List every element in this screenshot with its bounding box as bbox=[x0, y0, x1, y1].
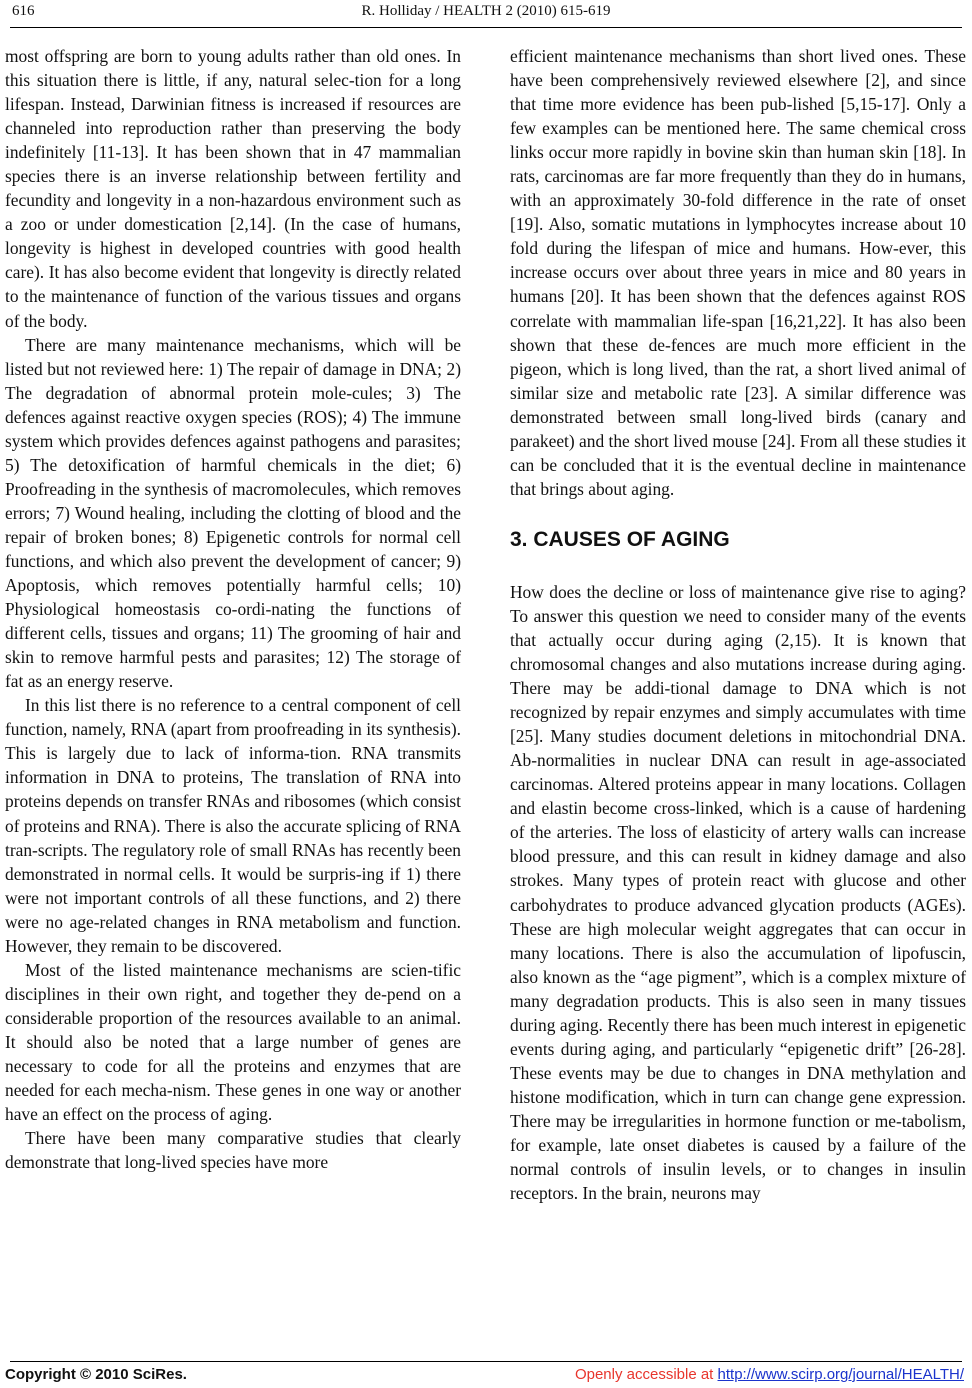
paragraph: How does the decline or loss of maintenance give rise to aging? To answer this question we need to consider many of the events that actually occur during aging (2,15). It is known that chromosomal changes and also mutations increase during aging. There may be addi-tional damage to DNA which is not recognized by repair enzymes and simply accumulates with time [25]. Many studies document deletions in mitochondrial DNA. Ab-normalities in nuclear DNA can result in age-associated carcinomas. Altered proteins appear in many locations. Collagen and elastin become cross-linked, which is a cause of hardening of the arteries. The loss of elasticity of artery walls can increase blood pressure, and this can result in kidney damage and also strokes. Many types of protein react with glucose and other carbohydrates to produce advanced glycation products (AGEs). These are high molecular weight aggregates that can occur in many locations. There is also the accumulation of lipofuscin, also known as the “age pigment”, which is a complex mixture of many degradation products. This is also seen in many tissues during aging. Recently there has been much interest in epigenetic events during aging, and particularly “epigenetic drift” [26-28]. These events may be due to changes in DNA methylation and histone modification, which in turn can change gene expression. There may be irregularities in hormone function or me-tabolism, for example, late onset diabetes is caused by a failure of the normal controls of insulin levels, or to changes in insulin receptors. In the brain, neurons may bbox=[510, 581, 966, 1204]
running-head: R. Holliday / HEALTH 2 (2010) 615-619 bbox=[361, 3, 611, 19]
footer-rule bbox=[10, 1361, 962, 1362]
journal-url-link[interactable]: http://www.scirp.org/journal/HEALTH/ bbox=[717, 1366, 964, 1383]
right-column bbox=[510, 44, 966, 1205]
paragraph: efficient maintenance mechanisms than short lived ones. These have been comprehensively reviewed elsewhere [2], and since that time more evidence has been pub-lished [5,15-17]. Only a few examples can be mentioned here. The same chemical cross links occur more rapidly in bovine skin than human skin [18]. In rats, carcinomas are far more frequently than they do in humans, with an approximately 30-fold difference in the rate of onset [19]. Also, somatic mutations in lymphocytes increase about 10 fold during the lifespan of mice and humans. How-ever, this increase occurs over about three years in mice and 80 years in humans [20]. It has been shown that the defences against ROS correlate with mammalian life-span [16,21,22]. It has also been shown that these de-fences are much more efficient in the pigeon, which is long lived, than the rat, a short lived animal of similar size and metabolic rate [23]. A similar difference was demonstrated between small long-lived birds (canary and parakeet) and the short lived mouse [24]. From all these studies it can be concluded that it is the eventual decline in maintenance that brings about aging. bbox=[510, 46, 966, 499]
section-heading: 3. CAUSES OF AGING bbox=[510, 527, 730, 551]
paragraph: There have been many comparative studies that clearly demonstrate that long-lived species have more bbox=[5, 1128, 461, 1173]
paragraph: most offspring are born to young adults rather than old ones. In this situation there is little, if any, natural selec-tion for a long lifespan. Instead, Darwinian fitness is increased if resources are channeled into reproduction rather than preserving the body indefinitely [11-13]. It has been shown that in 47 mammalian species there is an inverse relationship between fertility and fecundity and longevity in a non-hazardous environment such as a zoo or under domestication [2,14]. (In the case of humans, longevity is highest in developed countries with good health care). It has also become evident that longevity is directly related to the maintenance of function of the various tissues and organs of the body. bbox=[5, 46, 461, 331]
open-access-notice bbox=[575, 1366, 964, 1383]
open-access-label: Openly accessible at bbox=[574, 1366, 718, 1383]
left-column bbox=[5, 44, 461, 1174]
header-rule bbox=[10, 27, 962, 28]
paragraph: In this list there is no reference to a central component of cell function, namely, RNA (apart from proofreading in its synthesis). This is largely due to lack of informa-tion. RNA transmits information in DNA to proteins, The translation of RNA into proteins depends on transfer RNAs and ribosomes (which consist of proteins and RNA). There is also the accurate splicing of RNA tran-scripts. The regulatory role of small RNAs has recently been demonstrated in normal cells. It would be surpris-ing if 1) there were not important controls of all these functions, and 2) there were no age-related changes in RNA metabolism and function. However, they remain to be discovered. bbox=[5, 695, 461, 956]
page-number: 616 bbox=[12, 3, 35, 19]
paragraph: Most of the listed maintenance mechanisms are scien-tific disciplines in their own right, and together they de-pend on a considerable proportion of the resources available to an animal. It should also be noted that a large number of genes are necessary to code for all the proteins and enzymes that are needed for each mecha-nism. These genes in one way or another have an effect on the process of aging. bbox=[5, 959, 461, 1125]
paragraph: There are many maintenance mechanisms, which will be listed but not reviewed here: 1) The repair of damage in DNA; 2) The degradation of abnormal protein mole-cules; 3) The defences against reactive oxygen species (ROS); 4) The immune system which provides defences against pathogens and parasites; 5) The detoxification of harmful chemicals in the diet; 6) Proofreading in the synthesis of macromolecules, which removes errors; 7) Wound healing, including the clotting of blood and the repair of broken bones; 8) Epigenetic controls for normal cell functions, and which also prevent the development of cancer; 9) Apoptosis, which removes potentially harmful cells; 10) Physiological homeostasis co-ordi-nating the functions of different cells, tissues and organs; 11) The grooming of hair and skin to remove harmful pests and parasites; 12) The storage of fat as an energy reserve. bbox=[5, 334, 461, 692]
copyright-notice: Copyright © 2010 SciRes. bbox=[5, 1366, 187, 1383]
